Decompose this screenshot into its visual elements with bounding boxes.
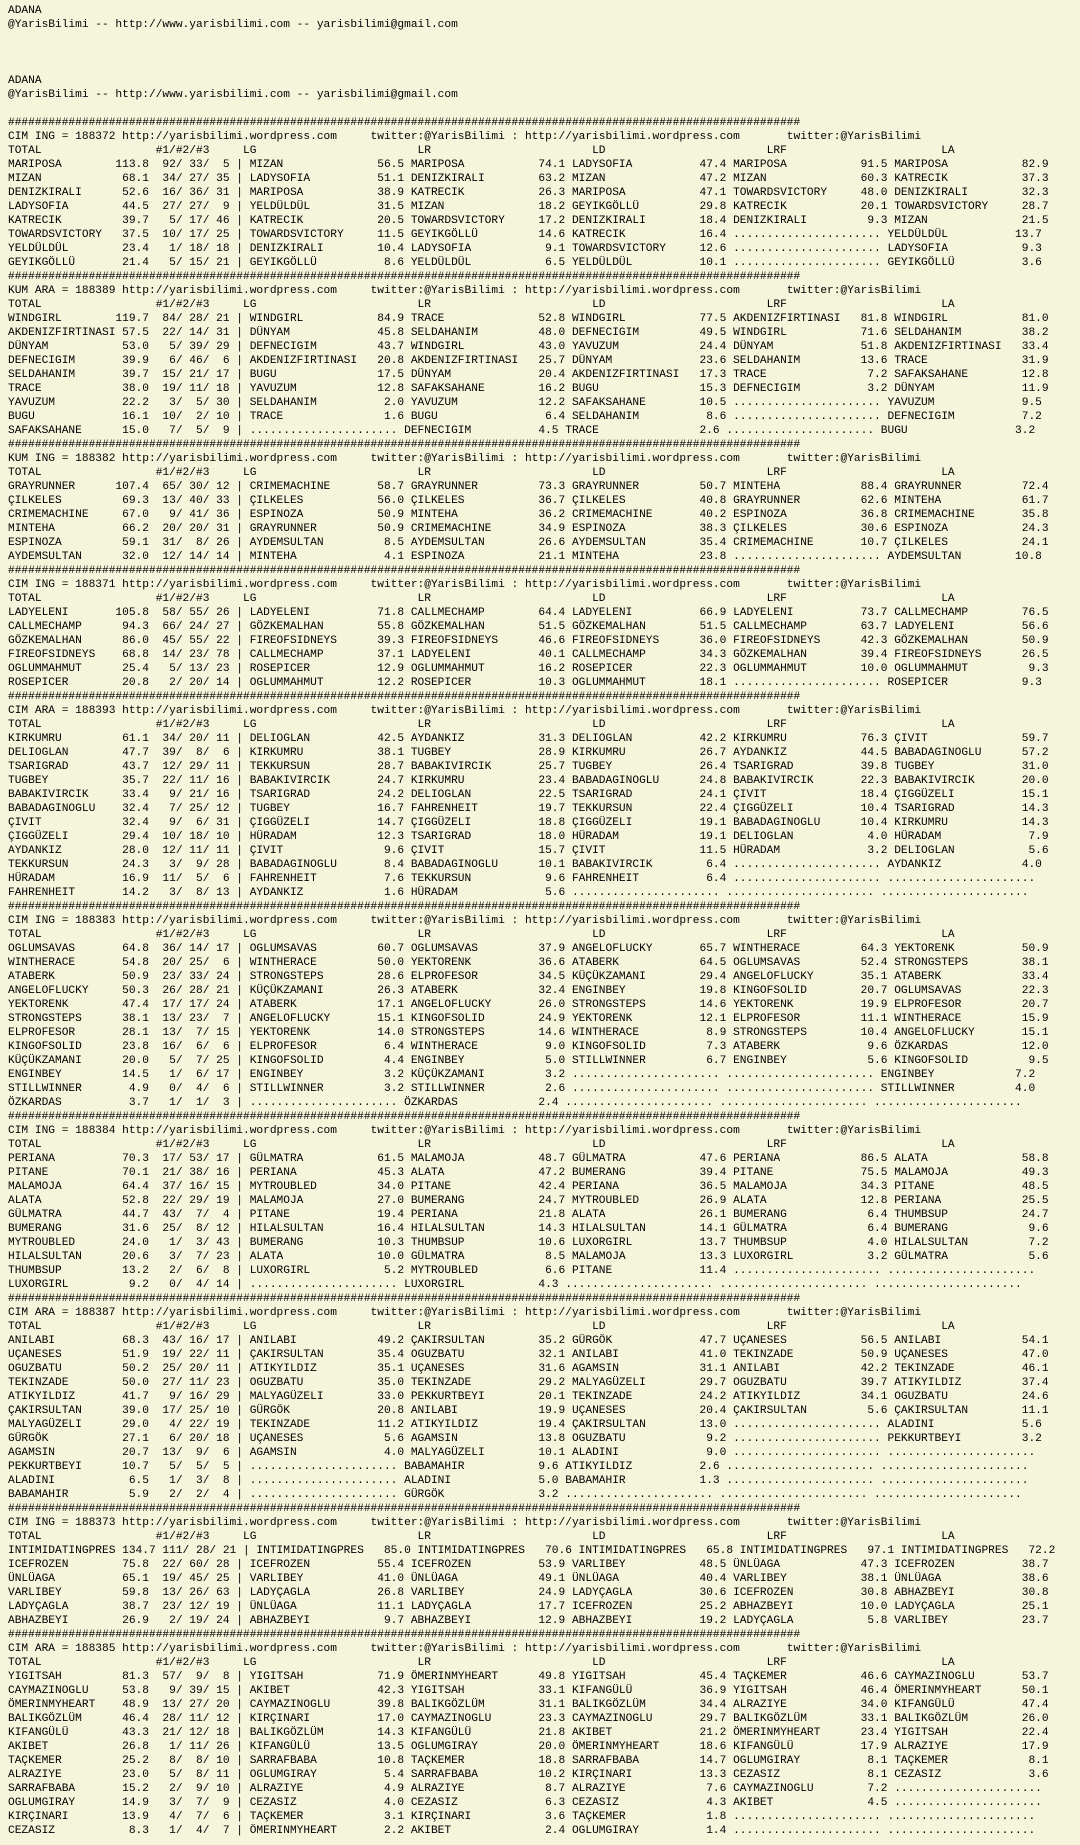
- horse-row: AKIBET 26.8 1/ 11/ 26 | KIFANGÜLÜ 13.5 OGLUMGIRAY 20.0 ÖMERINMYHEART 18.6 KIFANGÜLÜ 17.9 ALRAZIYE 17.9: [8, 1741, 1049, 1753]
- separator-line: ######################################################################################################################: [8, 117, 801, 129]
- column-header-line: TOTAL #1/#2/#3 LG LR LD LRF LA: [8, 1139, 955, 1151]
- city-title: ADANA: [8, 75, 42, 87]
- horse-row: MIZAN 68.1 34/ 27/ 35 | LADYSOFIA 51.1 DENIZKIRALI 63.2 MIZAN 47.2 MIZAN 60.3 KATRECIK 37.3: [8, 173, 1049, 185]
- race-header-line: KUM ARA = 188389 http://yarisbilimi.wordpress.com twitter:@YarisBilimi : http://yarisbilimi.wordpress.com twitter:@YarisBilimi: [8, 285, 922, 297]
- horse-row: KINGOFSOLID 23.8 16/ 6/ 6 | ELPROFESOR 6.4 WINTHERACE 9.0 KINGOFSOLID 7.3 ATABERK 9.6 ÖZKARDAS 12.0: [8, 1041, 1049, 1053]
- contact-line: @YarisBilimi -- http://www.yarisbilimi.com -- yarisbilimi@gmail.com: [8, 19, 458, 31]
- horse-row: FAHRENHEIT 14.2 3/ 8/ 13 | AYDANKIZ 1.6 HÜRADAM 5.6 ...................... ...................... ......................: [8, 887, 1029, 899]
- horse-row: BUMERANG 31.6 25/ 8/ 12 | HILALSULTAN 16.4 HILALSULTAN 14.3 HILALSULTAN 14.1 GÜLMATRA 6.4 BUMERANG 9.6: [8, 1223, 1049, 1235]
- horse-row: ANILABI 68.3 43/ 16/ 17 | ANILABI 49.2 ÇAKIRSULTAN 35.2 GÜRGÖK 47.7 UÇANESES 56.5 ANILABI 54.1: [8, 1335, 1049, 1347]
- horse-row: MALAMOJA 64.4 37/ 16/ 15 | MYTROUBLED 34.0 PITANE 42.4 PERIANA 36.5 MALAMOJA 34.3 PITANE 48.5: [8, 1181, 1049, 1193]
- city-title: ADANA: [8, 5, 42, 17]
- horse-row: ICEFROZEN 75.8 22/ 60/ 28 | ICEFROZEN 55.4 ICEFROZEN 53.9 VARLIBEY 48.5 ÜNLÜAGA 47.3 ICEFROZEN 38.7: [8, 1559, 1049, 1571]
- horse-row: ÖZKARDAS 3.7 1/ 1/ 3 | ...................... ÖZKARDAS 2.4 ...................... ...................... ......................: [8, 1097, 1022, 1109]
- horse-row: KIFANGÜLÜ 43.3 21/ 12/ 18 | BALIKGÖZLÜM 14.3 KIFANGÜLÜ 21.8 AKIBET 21.2 ÖMERINMYHEART 23.4 YIGITSAH 22.4: [8, 1727, 1049, 1739]
- horse-row: DEFNECIGIM 39.9 6/ 46/ 6 | AKDENIZFIRTINASI 20.8 AKDENIZFIRTINASI 25.7 DÜNYAM 23.6 SELDAHANIM 13.6 TRACE 31.9: [8, 355, 1049, 367]
- horse-row: DÜNYAM 53.0 5/ 39/ 29 | DEFNECIGIM 43.7 WINDGIRL 43.0 YAVUZUM 24.4 DÜNYAM 51.8 AKDENIZFIRTINASI 33.4: [8, 341, 1049, 353]
- separator-line: ######################################################################################################################: [8, 1629, 801, 1641]
- horse-row: ALRAZIYE 23.0 5/ 8/ 11 | OGLUMGIRAY 5.4 SARRAFBABA 10.2 KIRÇINARI 13.3 CEZASIZ 8.1 CEZASIZ 3.6: [8, 1769, 1049, 1781]
- horse-row: TUGBEY 35.7 22/ 11/ 16 | BABAKIVIRCIK 24.7 KIRKUMRU 23.4 BABADAGINOGLU 24.8 BABAKIVIRCIK 22.3 BABAKIVIRCIK 20.0: [8, 775, 1049, 787]
- horse-row: CALLMECHAMP 94.3 66/ 24/ 27 | GÖZKEMALHAN 55.8 GÖZKEMALHAN 51.5 GÖZKEMALHAN 51.5 CALLMECHAMP 63.7 LADYELENI 56.6: [8, 621, 1049, 633]
- race-header-line: CIM ING = 188383 http://yarisbilimi.wordpress.com twitter:@YarisBilimi : http://yarisbilimi.wordpress.com twitter:@YarisBilimi: [8, 915, 922, 927]
- column-header-line: TOTAL #1/#2/#3 LG LR LD LRF LA: [8, 593, 955, 605]
- horse-row: PERIANA 70.3 17/ 53/ 17 | GÜLMATRA 61.5 MALAMOJA 48.7 GÜLMATRA 47.6 PERIANA 86.5 ALATA 58.8: [8, 1153, 1049, 1165]
- blank-line: [8, 46, 1080, 60]
- horse-row: HILALSULTAN 20.6 3/ 7/ 23 | ALATA 10.0 GÜLMATRA 8.5 MALAMOJA 13.3 LUXORGIRL 3.2 GÜLMATRA 5.6: [8, 1251, 1049, 1263]
- separator-line: ######################################################################################################################: [8, 1293, 801, 1305]
- horse-row: ÇIVIT 32.4 9/ 6/ 31 | ÇIGGÜZELI 14.7 ÇIGGÜZELI 18.8 ÇIGGÜZELI 19.1 BABADAGINOGLU 10.4 KIRKUMRU 14.3: [8, 817, 1049, 829]
- horse-row: ÜNLÜAGA 65.1 19/ 45/ 25 | VARLIBEY 41.0 ÜNLÜAGA 49.1 ÜNLÜAGA 40.4 VARLIBEY 38.1 ÜNLÜAGA 38.6: [8, 1573, 1049, 1585]
- horse-row: MARIPOSA 113.8 92/ 33/ 5 | MIZAN 56.5 MARIPOSA 74.1 LADYSOFIA 47.4 MARIPOSA 91.5 MARIPOSA 82.9: [8, 159, 1049, 171]
- horse-row: YIGITSAH 81.3 57/ 9/ 8 | YIGITSAH 71.9 ÖMERINMYHEART 49.8 YIGITSAH 45.4 TAÇKEMER 46.6 CAYMAZINOGLU 53.7: [8, 1671, 1049, 1683]
- horse-row: ATABERK 50.9 23/ 33/ 24 | STRONGSTEPS 28.6 ELPROFESOR 34.5 KÜÇÜKZAMANI 29.4 ANGELOFLUCKY 35.1 ATABERK 33.4: [8, 971, 1049, 983]
- horse-row: MALYAGÜZELI 29.0 4/ 22/ 19 | TEKINZADE 11.2 ATIKYILDIZ 19.4 ÇAKIRSULTAN 13.0 ...................... ALADINI 5.6: [8, 1419, 1042, 1431]
- horse-row: OGLUMMAHMUT 25.4 5/ 13/ 23 | ROSEPICER 12.9 OGLUMMAHMUT 16.2 ROSEPICER 22.3 OGLUMMAHMUT 10.0 OGLUMMAHMUT 9.3: [8, 663, 1049, 675]
- horse-row: PITANE 70.1 21/ 38/ 16 | PERIANA 45.3 ALATA 47.2 BUMERANG 39.4 PITANE 75.5 MALAMOJA 49.3: [8, 1167, 1049, 1179]
- horse-row: LUXORGIRL 9.2 0/ 4/ 14 | ...................... LUXORGIRL 4.3 ...................... ...................... ......................: [8, 1279, 1022, 1291]
- contact-line: @YarisBilimi -- http://www.yarisbilimi.com -- yarisbilimi@gmail.com: [8, 89, 458, 101]
- horse-row: GÜRGÖK 27.1 6/ 20/ 18 | UÇANESES 5.6 AGAMSIN 13.8 OGUZBATU 9.2 ...................... PEKKURTBEYI 3.2: [8, 1433, 1042, 1445]
- horse-row: VARLIBEY 59.8 13/ 26/ 63 | LADYÇAGLA 26.8 VARLIBEY 24.9 LADYÇAGLA 30.6 ICEFROZEN 30.8 ABHAZBEYI 30.8: [8, 1587, 1049, 1599]
- horse-row: OGLUMGIRAY 14.9 3/ 7/ 9 | CEZASIZ 4.0 CEZASIZ 6.3 CEZASIZ 4.3 AKIBET 4.5 ......................: [8, 1797, 1042, 1809]
- horse-row: CEZASIZ 8.3 1/ 4/ 7 | ÖMERINMYHEART 2.2 AKIBET 2.4 OGLUMGIRAY 1.4 ...................... ......................: [8, 1825, 1036, 1837]
- column-header-line: TOTAL #1/#2/#3 LG LR LD LRF LA: [8, 467, 955, 479]
- horse-row: THUMBSUP 13.2 2/ 6/ 8 | LUXORGIRL 5.2 MYTROUBLED 6.6 PITANE 11.4 ...................... ......................: [8, 1265, 1036, 1277]
- horse-row: ÖMERINMYHEART 48.9 13/ 27/ 20 | CAYMAZINOGLU 39.8 BALIKGÖZLÜM 31.1 BALIKGÖZLÜM 34.4 ALRAZIYE 34.0 KIFANGÜLÜ 47.4: [8, 1699, 1049, 1711]
- horse-row: OGUZBATU 50.2 25/ 20/ 11 | ATIKYILDIZ 35.1 UÇANESES 31.6 AGAMSIN 31.1 ANILABI 42.2 TEKINZADE 46.1: [8, 1363, 1049, 1375]
- horse-row: BALIKGÖZLÜM 46.4 28/ 11/ 12 | KIRÇINARI 17.0 CAYMAZINOGLU 23.3 CAYMAZINOGLU 29.7 BALIKGÖZLÜM 33.1 BALIKGÖZLÜM 26.0: [8, 1713, 1049, 1725]
- horse-row: GEYIKGÖLLÜ 21.4 5/ 15/ 21 | GEYIKGÖLLÜ 8.6 YELDÜLDÜL 6.5 YELDÜLDÜL 10.1 ...................... GEYIKGÖLLÜ 3.6: [8, 257, 1042, 269]
- race-header-line: CIM ARA = 188387 http://yarisbilimi.wordpress.com twitter:@YarisBilimi : http://yarisbilimi.wordpress.com twitter:@YarisBilimi: [8, 1307, 922, 1319]
- horse-row: SAFAKSAHANE 15.0 7/ 5/ 9 | ...................... DEFNECIGIM 4.5 TRACE 2.6 ...................... BUGU 3.2: [8, 425, 1036, 437]
- separator-line: ######################################################################################################################: [8, 1503, 801, 1515]
- horse-row: LADYELENI 105.8 58/ 55/ 26 | LADYELENI 71.8 CALLMECHAMP 64.4 LADYELENI 66.9 LADYELENI 73.7 CALLMECHAMP 76.5: [8, 607, 1049, 619]
- blank-line: [8, 60, 1080, 74]
- separator-line: ######################################################################################################################: [8, 691, 801, 703]
- column-header-line: TOTAL #1/#2/#3 LG LR LD LRF LA: [8, 145, 955, 157]
- horse-row: OGLUMSAVAS 64.8 36/ 14/ 17 | OGLUMSAVAS 60.7 OGLUMSAVAS 37.9 ANGELOFLUCKY 65.7 WINTHERACE 64.3 YEKTORENK 50.9: [8, 943, 1049, 955]
- race-header-line: CIM ING = 188371 http://yarisbilimi.wordpress.com twitter:@YarisBilimi : http://yarisbilimi.wordpress.com twitter:@YarisBilimi: [8, 579, 922, 591]
- race-header-line: KUM ING = 188382 http://yarisbilimi.wordpress.com twitter:@YarisBilimi : http://yarisbilimi.wordpress.com twitter:@YarisBilimi: [8, 453, 922, 465]
- horse-row: STRONGSTEPS 38.1 13/ 23/ 7 | ANGELOFLUCKY 15.1 KINGOFSOLID 24.9 YEKTORENK 12.1 ELPROFESOR 11.1 WINTHERACE 15.9: [8, 1013, 1049, 1025]
- horse-row: TSARIGRAD 43.7 12/ 29/ 11 | TEKKURSUN 28.7 BABAKIVIRCIK 25.7 TUGBEY 26.4 TSARIGRAD 39.8 TUGBEY 31.0: [8, 761, 1049, 773]
- horse-row: SARRAFBABA 15.2 2/ 9/ 10 | ALRAZIYE 4.9 ALRAZIYE 8.7 ALRAZIYE 7.6 CAYMAZINOGLU 7.2 ......................: [8, 1783, 1042, 1795]
- horse-row: ÇILKELES 69.3 13/ 40/ 33 | ÇILKELES 56.0 ÇILKELES 36.7 ÇILKELES 40.8 GRAYRUNNER 62.6 MINTEHA 61.7: [8, 495, 1049, 507]
- horse-row: GRAYRUNNER 107.4 65/ 30/ 12 | CRIMEMACHINE 58.7 GRAYRUNNER 73.3 GRAYRUNNER 50.7 MINTEHA 88.4 GRAYRUNNER 72.4: [8, 481, 1049, 493]
- horse-row: BABAMAHIR 5.9 2/ 2/ 4 | ...................... GÜRGÖK 3.2 ...................... ...................... ......................: [8, 1489, 1022, 1501]
- race-header-line: CIM ING = 188372 http://yarisbilimi.wordpress.com twitter:@YarisBilimi : http://yarisbilimi.wordpress.com twitter:@YarisBilimi: [8, 131, 922, 143]
- horse-row: AKDENIZFIRTINASI 57.5 22/ 14/ 31 | DÜNYAM 45.8 SELDAHANIM 48.0 DEFNECIGIM 49.5 WINDGIRL 71.6 SELDAHANIM 38.2: [8, 327, 1049, 339]
- column-header-line: TOTAL #1/#2/#3 LG LR LD LRF LA: [8, 719, 955, 731]
- horse-row: ESPINOZA 59.1 31/ 8/ 26 | AYDEMSULTAN 8.5 AYDEMSULTAN 26.6 AYDEMSULTAN 35.4 CRIMEMACHINE 10.7 ÇILKELES 24.1: [8, 537, 1049, 549]
- horse-row: TEKINZADE 50.0 27/ 11/ 23 | OGUZBATU 35.0 TEKINZADE 29.2 MALYAGÜZELI 29.7 OGUZBATU 39.7 ATIKYILDIZ 37.4: [8, 1377, 1049, 1389]
- separator-line: ######################################################################################################################: [8, 901, 801, 913]
- horse-row: CAYMAZINOGLU 53.8 9/ 39/ 15 | AKIBET 42.3 YIGITSAH 33.1 KIFANGÜLÜ 36.9 YIGITSAH 46.4 ÖMERINMYHEART 50.1: [8, 1685, 1049, 1697]
- horse-row: KIRÇINARI 13.9 4/ 7/ 6 | TAÇKEMER 3.1 KIRÇINARI 3.6 TAÇKEMER 1.8 ...................... ......................: [8, 1811, 1036, 1823]
- horse-row: BUGU 16.1 10/ 2/ 10 | TRACE 1.6 BUGU 6.4 SELDAHANIM 8.6 ...................... DEFNECIGIM 7.2: [8, 411, 1042, 423]
- horse-row: PEKKURTBEYI 10.7 5/ 5/ 5 | ...................... BABAMAHIR 9.6 ATIKYILDIZ 2.6 ...................... ......................: [8, 1461, 1029, 1473]
- horse-row: YAVUZUM 22.2 3/ 5/ 30 | SELDAHANIM 2.0 YAVUZUM 12.2 SAFAKSAHANE 10.5 ...................... YAVUZUM 9.5: [8, 397, 1042, 409]
- separator-line: ######################################################################################################################: [8, 439, 801, 451]
- horse-row: LADYSOFIA 44.5 27/ 27/ 9 | YELDÜLDÜL 31.5 MIZAN 18.2 GEYIKGÖLLÜ 29.8 KATRECIK 20.1 TOWARDSVICTORY 28.7: [8, 201, 1049, 213]
- horse-row: ABHAZBEYI 26.9 2/ 19/ 24 | ABHAZBEYI 9.7 ABHAZBEYI 12.9 ABHAZBEYI 19.2 LADYÇAGLA 5.8 VARLIBEY 23.7: [8, 1615, 1049, 1627]
- blank-line: [8, 32, 1080, 46]
- horse-row: AYDEMSULTAN 32.0 12/ 14/ 14 | MINTEHA 4.1 ESPINOZA 21.1 MINTEHA 23.8 ...................... AYDEMSULTAN 10.8: [8, 551, 1042, 563]
- horse-row: AYDANKIZ 28.0 12/ 11/ 11 | ÇIVIT 9.6 ÇIVIT 15.7 ÇIVIT 11.5 HÜRADAM 3.2 DELIOGLAN 5.6: [8, 845, 1049, 857]
- separator-line: ######################################################################################################################: [8, 1111, 801, 1123]
- horse-row: ÇAKIRSULTAN 39.0 17/ 25/ 10 | GÜRGÖK 20.8 ANILABI 19.9 UÇANESES 20.4 ÇAKIRSULTAN 5.6 ÇAKIRSULTAN 11.1: [8, 1405, 1049, 1417]
- horse-row: BABADAGINOGLU 32.4 7/ 25/ 12 | TUGBEY 16.7 FAHRENHEIT 19.7 TEKKURSUN 22.4 ÇIGGÜZELI 10.4 TSARIGRAD 14.3: [8, 803, 1049, 815]
- horse-row: GÖZKEMALHAN 86.0 45/ 55/ 22 | FIREOFSIDNEYS 39.3 FIREOFSIDNEYS 46.6 FIREOFSIDNEYS 36.0 FIREOFSIDNEYS 42.3 GÖZKEMALHAN 50.9: [8, 635, 1049, 647]
- column-header-line: TOTAL #1/#2/#3 LG LR LD LRF LA: [8, 929, 955, 941]
- horse-row: FIREOFSIDNEYS 68.8 14/ 23/ 78 | CALLMECHAMP 37.1 LADYELENI 40.1 CALLMECHAMP 34.3 GÖZKEMALHAN 39.4 FIREOFSIDNEYS 26.5: [8, 649, 1049, 661]
- horse-row: ATIKYILDIZ 41.7 9/ 16/ 29 | MALYAGÜZELI 33.0 PEKKURTBEYI 20.1 TEKINZADE 24.2 ATIKYILDIZ 34.1 OGUZBATU 24.6: [8, 1391, 1049, 1403]
- horse-row: ROSEPICER 20.8 2/ 20/ 14 | OGLUMMAHMUT 12.2 ROSEPICER 10.3 OGLUMMAHMUT 18.1 ...................... ROSEPICER 9.3: [8, 677, 1042, 689]
- horse-row: MINTEHA 66.2 20/ 20/ 31 | GRAYRUNNER 50.9 CRIMEMACHINE 34.9 ESPINOZA 38.3 ÇILKELES 30.6 ESPINOZA 24.3: [8, 523, 1049, 535]
- horse-row: TEKKURSUN 24.3 3/ 9/ 28 | BABADAGINOGLU 8.4 BABADAGINOGLU 10.1 BABAKIVIRCIK 6.4 ...................... AYDANKIZ 4.0: [8, 859, 1042, 871]
- horse-row: MYTROUBLED 24.0 1/ 3/ 43 | BUMERANG 10.3 THUMBSUP 10.6 LUXORGIRL 13.7 THUMBSUP 4.0 HILALSULTAN 7.2: [8, 1237, 1049, 1249]
- race-header-line: CIM ING = 188384 http://yarisbilimi.wordpress.com twitter:@YarisBilimi : http://yarisbilimi.wordpress.com twitter:@YarisBilimi: [8, 1125, 922, 1137]
- horse-row: WINTHERACE 54.8 20/ 25/ 6 | WINTHERACE 50.0 YEKTORENK 36.6 ATABERK 64.5 OGLUMSAVAS 52.4 STRONGSTEPS 38.1: [8, 957, 1049, 969]
- column-header-line: TOTAL #1/#2/#3 LG LR LD LRF LA: [8, 299, 955, 311]
- separator-line: ######################################################################################################################: [8, 271, 801, 283]
- horse-row: HÜRADAM 16.9 11/ 5/ 6 | FAHRENHEIT 7.6 TEKKURSUN 9.6 FAHRENHEIT 6.4 ...................... ......................: [8, 873, 1036, 885]
- horse-row: YEKTORENK 47.4 17/ 17/ 24 | ATABERK 17.1 ANGELOFLUCKY 26.0 STRONGSTEPS 14.6 YEKTORENK 19.9 ELPROFESOR 20.7: [8, 999, 1049, 1011]
- horse-row: KATRECIK 39.7 5/ 17/ 46 | KATRECIK 20.5 TOWARDSVICTORY 17.2 DENIZKIRALI 18.4 DENIZKIRALI 9.3 MIZAN 21.5: [8, 215, 1049, 227]
- horse-row: INTIMIDATINGPRES 134.7 111/ 28/ 21 | INTIMIDATINGPRES 85.0 INTIMIDATINGPRES 70.6 INTIMIDATINGPRES 65.8 INTIMIDATINGPRES 97.1 INTIMIDATINGPRES 72.2: [8, 1545, 1056, 1557]
- horse-row: DELIOGLAN 47.7 39/ 8/ 6 | KIRKUMRU 38.1 TUGBEY 28.9 KIRKUMRU 26.7 AYDANKIZ 44.5 BABADAGINOGLU 57.2: [8, 747, 1049, 759]
- horse-row: GÜLMATRA 44.7 43/ 7/ 4 | PITANE 19.4 PERIANA 21.8 ALATA 26.1 BUMERANG 6.4 THUMBSUP 24.7: [8, 1209, 1049, 1221]
- horse-row: KIRKUMRU 61.1 34/ 20/ 11 | DELIOGLAN 42.5 AYDANKIZ 31.3 DELIOGLAN 42.2 KIRKUMRU 76.3 ÇIVIT 59.7: [8, 733, 1049, 745]
- horse-row: SELDAHANIM 39.7 15/ 21/ 17 | BUGU 17.5 DÜNYAM 20.4 AKDENIZFIRTINASI 17.3 TRACE 7.2 SAFAKSAHANE 12.8: [8, 369, 1049, 381]
- column-header-line: TOTAL #1/#2/#3 LG LR LD LRF LA: [8, 1657, 955, 1669]
- column-header-line: TOTAL #1/#2/#3 LG LR LD LRF LA: [8, 1321, 955, 1333]
- horse-row: WINDGIRL 119.7 84/ 28/ 21 | WINDGIRL 84.9 TRACE 52.8 WINDGIRL 77.5 AKDENIZFIRTINASI 81.8 WINDGIRL 81.0: [8, 313, 1049, 325]
- horse-row: ALADINI 6.5 1/ 3/ 8 | ...................... ALADINI 5.0 BABAMAHIR 1.3 ...................... ......................: [8, 1475, 1029, 1487]
- horse-row: STILLWINNER 4.9 0/ 4/ 6 | STILLWINNER 3.2 STILLWINNER 2.6 ...................... ...................... STILLWINNER 4.0: [8, 1083, 1036, 1095]
- horse-row: ÇIGGÜZELI 29.4 10/ 18/ 10 | HÜRADAM 12.3 TSARIGRAD 18.0 HÜRADAM 19.1 DELIOGLAN 4.0 HÜRADAM 7.9: [8, 831, 1049, 843]
- horse-row: YELDÜLDÜL 23.4 1/ 18/ 18 | DENIZKIRALI 10.4 LADYSOFIA 9.1 TOWARDSVICTORY 12.6 ...................... LADYSOFIA 9.3: [8, 243, 1042, 255]
- horse-row: ELPROFESOR 28.1 13/ 7/ 15 | YEKTORENK 14.0 STRONGSTEPS 14.6 WINTHERACE 8.9 STRONGSTEPS 10.4 ANGELOFLUCKY 15.1: [8, 1027, 1049, 1039]
- race-header-line: CIM ARA = 188385 http://yarisbilimi.wordpress.com twitter:@YarisBilimi : http://yarisbilimi.wordpress.com twitter:@YarisBilimi: [8, 1643, 922, 1655]
- horse-row: ANGELOFLUCKY 50.3 26/ 28/ 21 | KÜÇÜKZAMANI 26.3 ATABERK 32.4 ENGINBEY 19.8 KINGOFSOLID 20.7 OGLUMSAVAS 22.3: [8, 985, 1049, 997]
- horse-row: AGAMSIN 20.7 13/ 9/ 6 | AGAMSIN 4.0 MALYAGÜZELI 10.1 ALADINI 9.0 ...................... ......................: [8, 1447, 1036, 1459]
- horse-row: KÜÇÜKZAMANI 20.0 5/ 7/ 25 | KINGOFSOLID 4.4 ENGINBEY 5.0 STILLWINNER 6.7 ENGINBEY 5.6 KINGOFSOLID 9.5: [8, 1055, 1049, 1067]
- blank-line: [8, 102, 1080, 116]
- horse-row: TRACE 38.0 19/ 11/ 18 | YAVUZUM 12.8 SAFAKSAHANE 16.2 BUGU 15.3 DEFNECIGIM 3.2 DÜNYAM 11.9: [8, 383, 1049, 395]
- horse-row: ENGINBEY 14.5 1/ 6/ 17 | ENGINBEY 3.2 KÜÇÜKZAMANI 3.2 ...................... ...................... ENGINBEY 7.2: [8, 1069, 1036, 1081]
- horse-row: LADYÇAGLA 38.7 23/ 12/ 19 | ÜNLÜAGA 11.1 LADYÇAGLA 17.7 ICEFROZEN 25.2 ABHAZBEYI 10.0 LADYÇAGLA 25.1: [8, 1601, 1049, 1613]
- column-header-line: TOTAL #1/#2/#3 LG LR LD LRF LA: [8, 1531, 955, 1543]
- horse-row: UÇANESES 51.9 19/ 22/ 11 | ÇAKIRSULTAN 35.4 OGUZBATU 32.1 ANILABI 41.0 TEKINZADE 50.9 UÇANESES 47.0: [8, 1349, 1049, 1361]
- separator-line: ######################################################################################################################: [8, 565, 801, 577]
- race-header-line: CIM ING = 188373 http://yarisbilimi.wordpress.com twitter:@YarisBilimi : http://yarisbilimi.wordpress.com twitter:@YarisBilimi: [8, 1517, 922, 1529]
- race-header-line: CIM ARA = 188393 http://yarisbilimi.wordpress.com twitter:@YarisBilimi : http://yarisbilimi.wordpress.com twitter:@YarisBilimi: [8, 705, 922, 717]
- horse-row: ALATA 52.8 22/ 29/ 19 | MALAMOJA 27.0 BUMERANG 24.7 MYTROUBLED 26.9 ALATA 12.8 PERIANA 25.5: [8, 1195, 1049, 1207]
- horse-row: BABAKIVIRCIK 33.4 9/ 21/ 16 | TSARIGRAD 24.2 DELIOGLAN 22.5 TSARIGRAD 24.1 ÇIVIT 18.4 ÇIGGÜZELI 15.1: [8, 789, 1049, 801]
- horse-row: TAÇKEMER 25.2 8/ 8/ 10 | SARRAFBABA 10.8 TAÇKEMER 18.8 SARRAFBABA 14.7 OGLUMGIRAY 8.1 TAÇKEMER 8.1: [8, 1755, 1049, 1767]
- horse-row: TOWARDSVICTORY 37.5 10/ 17/ 25 | TOWARDSVICTORY 11.5 GEYIKGÖLLÜ 14.6 KATRECIK 16.4 ...................... YELDÜLDÜL 13.7: [8, 229, 1042, 241]
- horse-row: CRIMEMACHINE 67.0 9/ 41/ 36 | ESPINOZA 50.9 MINTEHA 36.2 CRIMEMACHINE 40.2 ESPINOZA 36.8 CRIMEMACHINE 35.8: [8, 509, 1049, 521]
- horse-row: DENIZKIRALI 52.6 16/ 36/ 31 | MARIPOSA 38.9 KATRECIK 26.3 MARIPOSA 47.1 TOWARDSVICTORY 48.0 DENIZKIRALI 32.3: [8, 187, 1049, 199]
